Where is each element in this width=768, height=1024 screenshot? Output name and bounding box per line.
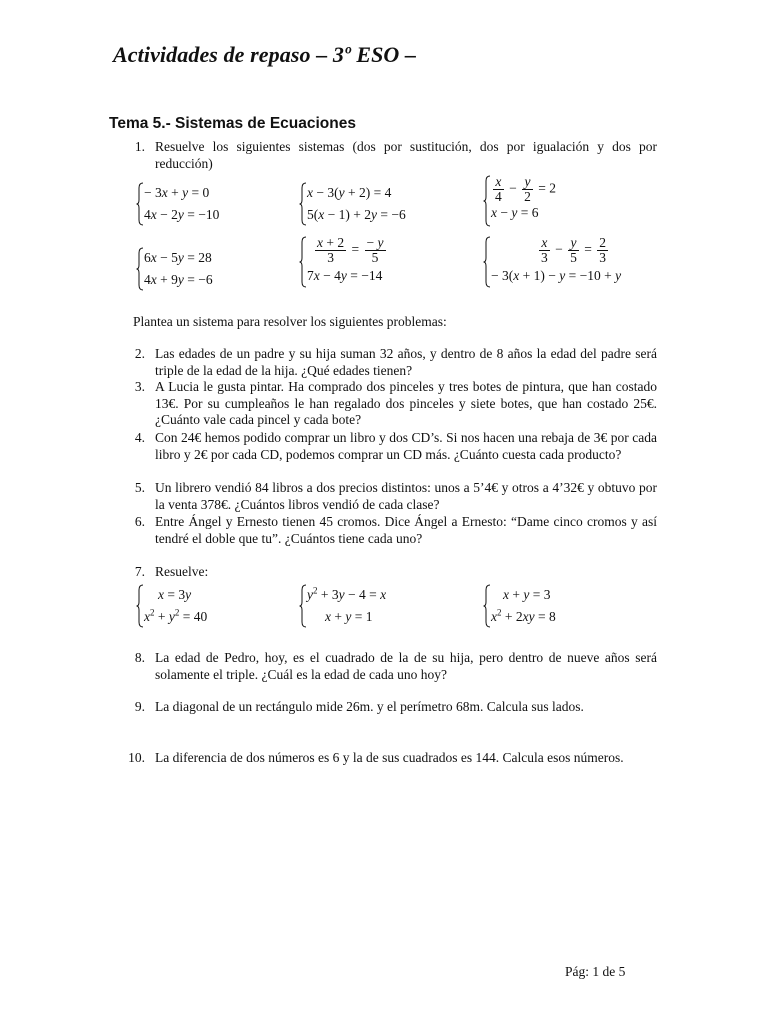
equation-system: $\frac{x + 2}{3}$ = $\frac{- y}{5}$ 7x − 4y = −14 — [299, 236, 388, 284]
exercise-number: 3. — [134, 379, 145, 394]
brace-icon — [136, 247, 143, 291]
exercise-text: Entre Ángel y Ernesto tienen 45 cromos. Dice Ángel a Ernesto: “Dame cinco cromos y así tendré el doble que tu”. ¿Cuántos tiene cada uno? — [155, 514, 657, 546]
exercise-text: A Lucia le gusta pintar. Ha comprado dos pinceles y tres botes de pintura, que han costado 13€. Por su cumpleaños le han regalado dos pinceles y siete botes, que han costado 25€. ¿Cuánto vale cada pincel y cada bote? — [155, 379, 657, 427]
exercise-text: Las edades de un padre y su hija suman 32 años, y dentro de 8 años la edad del padre será triple de la edad de la hija. ¿Qué edades tienen? — [155, 346, 657, 378]
brace-icon — [483, 175, 490, 221]
brace-icon — [136, 182, 143, 226]
brace-icon — [299, 584, 306, 628]
brace-icon — [136, 584, 143, 628]
page-title: Actividades de repaso – 3º ESO – — [113, 42, 417, 67]
brace-icon — [483, 236, 490, 284]
exercise-text: La diagonal de un rectángulo mide 26m. y el perímetro 68m. Calcula sus lados. — [155, 699, 584, 714]
exercise-number: 2. — [134, 346, 145, 361]
equation-system: − 3x + y = 0 4x − 2y = −10 — [136, 182, 219, 226]
brace-icon — [483, 584, 490, 628]
brace-icon — [299, 236, 306, 284]
exercise-text: Con 24€ hemos podido comprar un libro y dos CD’s. Si nos hacen una rebaja de 3€ por cada libro y 2€ por cada CD, podemos comprar un CD más. ¿Cuánto cuesta cada producto? — [155, 430, 657, 462]
exercise-number: 5. — [134, 480, 145, 495]
exercise-number: 9. — [134, 699, 145, 714]
exercise-number: 7. — [134, 564, 145, 579]
exercise-number: 1. — [134, 139, 145, 154]
exercise-text: Resuelve los siguientes sistemas (dos por sustitución, dos por igualación y dos por reducción) — [155, 139, 657, 171]
page-number: Pág: 1 de 5 — [565, 964, 626, 979]
exercise-text: La edad de Pedro, hoy, es el cuadrado de la de su hija, pero dentro de nueve años será solamente el triple. ¿Cuál es la edad de cada uno hoy? — [155, 650, 657, 682]
equation-system: x + y = 3 $x^2 + 2xy = 8$ — [483, 584, 556, 628]
problems-intro: Plantea un sistema para resolver los siguientes problemas: — [133, 314, 447, 329]
equation-system: $y^2 + 3y - 4 = x$ x + y = 1 — [299, 584, 386, 628]
exercise-text: La diferencia de dos números es 6 y la de sus cuadrados es 144. Calcula esos números. — [155, 750, 624, 765]
equation-system: x − 3(y + 2) = 4 5(x − 1) + 2y = −6 — [299, 182, 406, 226]
exercise-text: Resuelve: — [155, 564, 209, 579]
equation-system: x = 3y $x^2 + y^2 = 40$ — [136, 584, 207, 628]
exercise-number: 6. — [134, 514, 145, 529]
exercise-number: 8. — [134, 650, 145, 665]
equation-system: $\frac{x}{4}$ − $\frac{y}{2}$ = 2 x − y = 6 — [483, 175, 556, 221]
equation-system: 6x − 5y = 28 4x + 9y = −6 — [136, 247, 213, 291]
exercise-number: 4. — [134, 430, 145, 445]
brace-icon — [299, 182, 306, 226]
exercise-text: Un librero vendió 84 libros a dos precios distintos: unos a 5’4€ y otros a 4’32€ y obtuvo por la venta 378€. ¿Cuántos libros vendió de cada clase? — [155, 480, 657, 512]
equation-system: $\frac{x}{3}$ − $\frac{y}{5}$ = $\frac{2}{3}$ − 3(x + 1) − y = −10 + y — [483, 236, 621, 284]
section-title: Tema 5.- Sistemas de Ecuaciones — [109, 115, 356, 132]
exercise-number: 10. — [128, 750, 145, 765]
